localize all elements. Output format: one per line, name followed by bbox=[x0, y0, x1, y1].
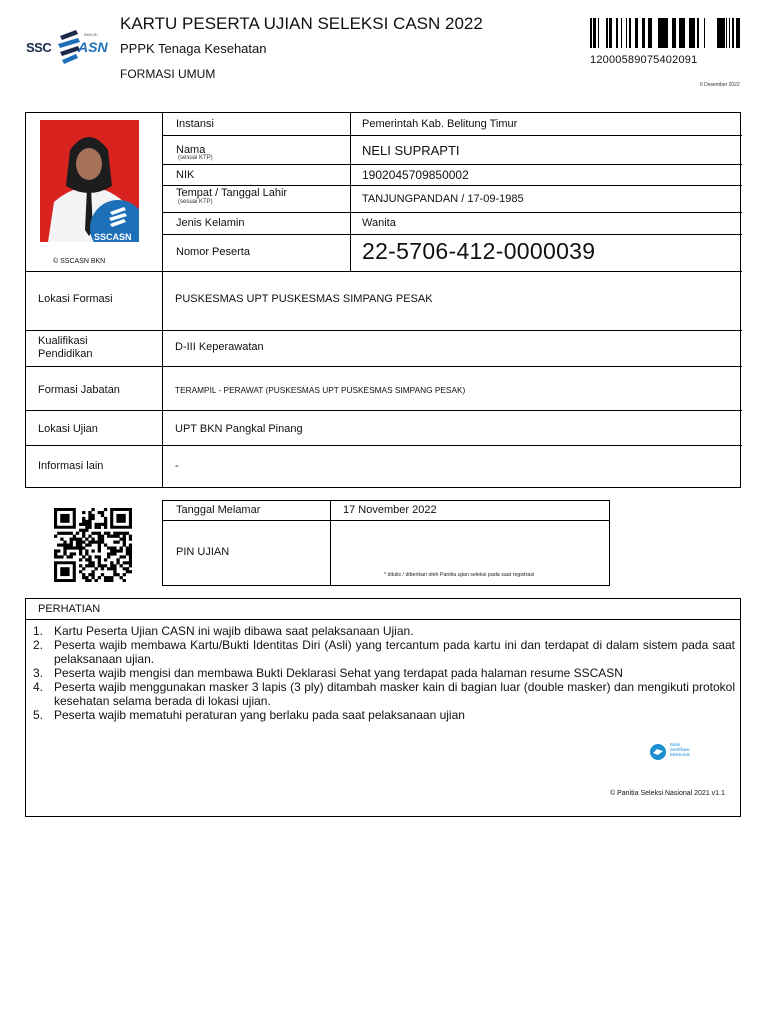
formasi-type: FORMASI UMUM bbox=[120, 67, 216, 81]
nama-label: Nama bbox=[176, 144, 206, 156]
kualifikasi-value: D-III Keperawatan bbox=[175, 341, 264, 353]
nomor-peserta-value: 22-5706-412-0000039 bbox=[362, 238, 596, 264]
participant-photo bbox=[40, 120, 139, 242]
kualifikasi-label-line2: Pendidikan bbox=[38, 348, 93, 360]
kualifikasi-label-line1: Kualifikasi bbox=[38, 335, 88, 347]
tanggal-melamar-label: Tanggal Melamar bbox=[176, 504, 261, 516]
bsre-seal bbox=[648, 742, 700, 762]
perhatian-item: 4. Peserta wajib menggunakan masker 3 lapis (3 ply) ditambah masker kain di bagian luar (double masker) dan mengikuti protokol kesehatan selama berada di lokasi ujian. bbox=[33, 680, 735, 708]
pin-ujian-label: PIN UJIAN bbox=[176, 546, 230, 558]
sscasn-logo bbox=[26, 26, 106, 70]
badge-text: SSCASN bbox=[94, 232, 132, 242]
formasi-jabatan-label: Formasi Jabatan bbox=[38, 384, 120, 396]
jk-value: Wanita bbox=[362, 217, 396, 229]
barcode-number: 12000589075402091 bbox=[590, 54, 698, 66]
photo-caption: © SSCASN BKN bbox=[53, 258, 106, 265]
card-title: KARTU PESERTA UJIAN SELEKSI CASN 2022 bbox=[120, 14, 483, 33]
nik-value: 1902045709850002 bbox=[362, 168, 469, 182]
nama-note: (sesuai KTP) bbox=[178, 155, 213, 161]
formasi-jabatan-value: TERAMPIL - PERAWAT (PUSKESMAS UPT PUSKESMAS SIMPANG PESAK) bbox=[175, 385, 466, 395]
informasi-lain-value: - bbox=[175, 460, 179, 472]
lokasi-formasi-label: Lokasi Formasi bbox=[38, 293, 113, 305]
lokasi-formasi-value: PUSKESMAS UPT PUSKESMAS SIMPANG PESAK bbox=[175, 293, 433, 305]
instansi-value: Pemerintah Kab. Belitung Timur bbox=[362, 118, 518, 130]
perhatian-item: 2. Peserta wajib membawa Kartu/Bukti Identitas Diri (Asli) yang tercantum pada kartu ini dan terdapat di dalam sistem pada saat pelaksanaan ujian. bbox=[33, 638, 735, 666]
tanggal-melamar-value: 17 November 2022 bbox=[343, 504, 437, 516]
perhatian-item: 3. Peserta wajib mengisi dan membawa Bukti Deklarasi Sehat yang terdapat pada halaman resume SSCASN bbox=[33, 666, 623, 680]
qr-code-icon bbox=[54, 508, 132, 582]
ttl-value: TANJUNGPANDAN / 17-09-1985 bbox=[362, 193, 524, 205]
card-subtitle: PPPK Tenaga Kesehatan bbox=[120, 41, 267, 56]
instansi-label: Instansi bbox=[176, 118, 214, 130]
jk-label: Jenis Kelamin bbox=[176, 217, 245, 229]
ttl-note: (sesuai KTP) bbox=[178, 199, 213, 205]
ttl-label: Tempat / Tanggal Lahir bbox=[176, 187, 288, 199]
informasi-lain-label: Informasi lain bbox=[38, 460, 104, 472]
print-date: 6 Desember 2022 bbox=[700, 82, 740, 88]
logo-asn-text: ASN bbox=[78, 39, 108, 55]
pin-ujian-note: * ditulis / diberikan oleh Panitia ujian seleksi pada saat registrasi bbox=[384, 572, 535, 578]
bsre-line1: Balai bbox=[670, 742, 681, 747]
bsre-line3: Elektronik bbox=[670, 752, 690, 757]
perhatian-list bbox=[33, 624, 735, 722]
perhatian-item: 1. Kartu Peserta Ujian CASN ini wajib dibawa saat pelaksanaan Ujian. bbox=[33, 624, 414, 638]
perhatian-heading: PERHATIAN bbox=[38, 603, 101, 615]
nomor-peserta-label: Nomor Peserta bbox=[176, 246, 250, 258]
lokasi-ujian-value: UPT BKN Pangkal Pinang bbox=[175, 423, 303, 435]
lokasi-ujian-label: Lokasi Ujian bbox=[38, 423, 98, 435]
badge-swoosh-icon bbox=[108, 206, 128, 230]
bsre-line2: Sertifikasi bbox=[670, 747, 690, 752]
nama-value: NELI SUPRAPTI bbox=[362, 143, 460, 158]
nik-label: NIK bbox=[176, 169, 195, 181]
perhatian-item: 5. Peserta wajib mematuhi peraturan yang berlaku pada saat pelaksanaan ujian bbox=[33, 708, 465, 722]
logo-bkn-text: BKN-RI bbox=[84, 32, 98, 37]
barcode-icon bbox=[590, 18, 740, 48]
bsre-logo-icon bbox=[648, 742, 668, 762]
footer-copyright: © Panitia Seleksi Nasional 2021 v1.1 bbox=[610, 790, 725, 797]
logo-ssc-text: SSC bbox=[26, 40, 52, 55]
